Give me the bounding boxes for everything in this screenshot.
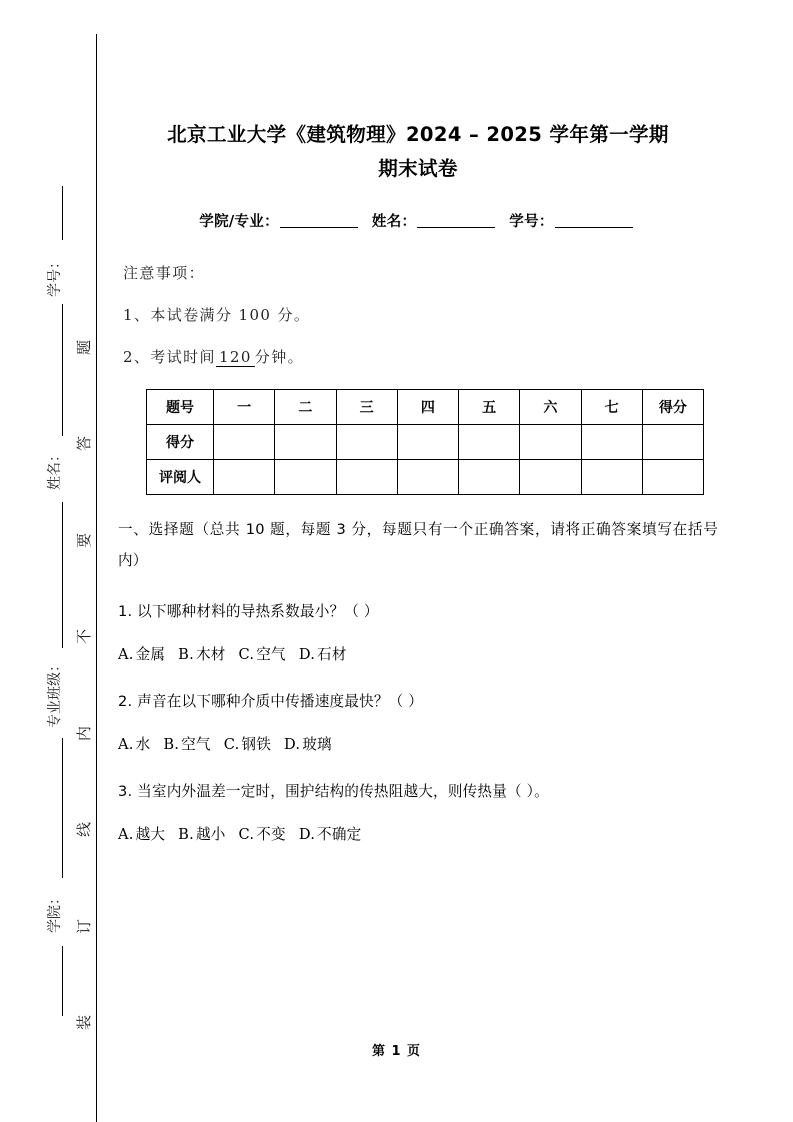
section-multiple-choice xyxy=(118,495,718,846)
info-blank-name[interactable] xyxy=(417,227,495,228)
binding-field-name[interactable] xyxy=(34,436,74,502)
question-options xyxy=(118,713,718,756)
marker-cell[interactable] xyxy=(520,460,581,495)
notes-section xyxy=(118,231,718,377)
score-cell[interactable] xyxy=(581,425,642,460)
marker-cell[interactable] xyxy=(214,460,275,495)
option-key: A. xyxy=(118,736,134,754)
notes-item-2-value: 120 xyxy=(216,348,255,367)
table-header-cell: 三 xyxy=(336,390,397,425)
seal-char: 订 xyxy=(75,918,94,934)
option-key: D. xyxy=(284,736,301,754)
table-header-cell: 得分 xyxy=(642,390,703,425)
table-header-cell: 七 xyxy=(581,390,642,425)
section-heading: 一、选择题（总共 10 题，每题 3 分，每题只有一个正确答案，请将正确答案填写在括号内） xyxy=(118,521,718,570)
option-a[interactable] xyxy=(118,736,150,753)
option-key: D. xyxy=(298,825,316,843)
info-label-name: 姓名： xyxy=(371,213,417,231)
binding-field-label: 专业班级： xyxy=(47,658,63,728)
question-stem: 2. 声音在以下哪种介质中传播速度最快？（ ） xyxy=(118,692,424,710)
student-info-line xyxy=(118,186,718,231)
option-text: 木材 xyxy=(195,646,226,664)
score-cell[interactable] xyxy=(520,425,581,460)
option-text: 金属 xyxy=(135,646,166,664)
info-blank-student-id[interactable] xyxy=(555,227,633,228)
table-row-header xyxy=(147,390,704,425)
score-cell[interactable] xyxy=(642,425,703,460)
option-c[interactable] xyxy=(239,646,286,663)
table-row-score xyxy=(147,425,704,460)
option-key: B. xyxy=(178,825,194,843)
page-footer: 第 1 页 xyxy=(371,1044,422,1059)
binding-field-label: 姓名： xyxy=(47,448,63,490)
binding-field-label: 学院： xyxy=(47,891,63,933)
seal-char: 线 xyxy=(75,822,94,838)
field-rule-segment xyxy=(62,502,63,648)
notes-item-2 xyxy=(118,335,718,377)
table-header-cell: 二 xyxy=(275,390,336,425)
question-item xyxy=(118,757,718,847)
field-rule-segment xyxy=(62,186,63,240)
option-text: 不确定 xyxy=(317,825,362,843)
notes-item-1: 1、本试卷满分 100 分。 xyxy=(123,306,311,325)
option-key: A. xyxy=(118,646,134,664)
marker-cell[interactable] xyxy=(581,460,642,495)
option-d[interactable] xyxy=(299,646,347,663)
marker-cell[interactable] xyxy=(397,460,458,495)
question-stem: 3. 当室内外温差一定时，围护结构的传热阻越大，则传热量（ ）。 xyxy=(118,782,549,800)
seal-char: 题 xyxy=(75,339,94,356)
option-text: 水 xyxy=(135,736,151,754)
option-text: 石材 xyxy=(317,646,347,664)
notes-item-2-prefix: 2、考试时间 xyxy=(123,348,216,367)
option-b[interactable] xyxy=(163,736,210,753)
table-header-cell: 五 xyxy=(459,390,520,425)
score-table-wrapper xyxy=(118,377,718,495)
option-c[interactable] xyxy=(224,736,271,753)
marker-cell[interactable] xyxy=(336,460,397,495)
table-header-cell: 题号 xyxy=(147,390,214,425)
option-text: 空气 xyxy=(181,736,211,754)
field-rule-segment xyxy=(62,946,63,1016)
seal-char: 装 xyxy=(75,1014,94,1030)
seal-char: 不 xyxy=(75,629,94,645)
score-cell[interactable] xyxy=(275,425,336,460)
option-b[interactable] xyxy=(178,646,225,663)
table-row-label-score: 得分 xyxy=(147,425,214,460)
option-key: C. xyxy=(223,736,240,754)
info-blank-college-major[interactable] xyxy=(280,227,358,228)
table-header-cell: 四 xyxy=(397,390,458,425)
marker-cell[interactable] xyxy=(459,460,520,495)
marker-cell[interactable] xyxy=(642,460,703,495)
option-key: D. xyxy=(298,646,316,664)
table-row-label-marker: 评阅人 xyxy=(147,460,214,495)
binding-field-class[interactable] xyxy=(34,648,74,738)
info-field-name xyxy=(372,213,499,230)
option-text: 越小 xyxy=(195,825,226,843)
option-text: 钢铁 xyxy=(241,736,272,754)
binding-fill-in-fields xyxy=(34,186,74,1016)
option-key: B. xyxy=(163,736,180,754)
option-d[interactable] xyxy=(284,736,332,753)
question-item xyxy=(118,667,718,757)
option-key: B. xyxy=(178,646,194,664)
binding-field-student-id[interactable] xyxy=(34,248,74,304)
score-table xyxy=(146,389,704,495)
notes-item-2-suffix: 分钟。 xyxy=(254,348,304,367)
info-label-student-id: 学号： xyxy=(509,213,554,231)
binding-margin xyxy=(0,0,100,1122)
option-d[interactable] xyxy=(299,826,362,843)
binding-field-label: 学号： xyxy=(47,255,63,297)
field-rule-segment xyxy=(62,304,63,436)
option-text: 越大 xyxy=(135,825,166,843)
question-options xyxy=(118,803,718,846)
score-cell[interactable] xyxy=(459,425,520,460)
option-key: C. xyxy=(238,646,255,664)
score-cell[interactable] xyxy=(214,425,275,460)
page-title-line-1: 北京工业大学《建筑物理》2024 – 2025 学年第一学期 xyxy=(167,123,669,146)
score-cell[interactable] xyxy=(397,425,458,460)
option-text: 玻璃 xyxy=(302,736,332,754)
option-a[interactable] xyxy=(118,646,165,663)
page-title xyxy=(118,0,718,186)
info-label-college-major: 学院/专业： xyxy=(199,213,279,231)
binding-field-college[interactable] xyxy=(34,878,74,946)
table-row-marker xyxy=(147,460,704,495)
score-cell[interactable] xyxy=(336,425,397,460)
table-header-cell: 六 xyxy=(520,390,581,425)
page-title-line-2: 期末试卷 xyxy=(378,157,458,181)
seal-char: 答 xyxy=(75,436,94,452)
option-text: 空气 xyxy=(256,646,286,664)
question-options xyxy=(118,623,718,666)
question-item xyxy=(118,577,718,667)
table-header-cell: 一 xyxy=(214,390,275,425)
info-field-college-major xyxy=(199,213,362,230)
notes-heading: 注意事项： xyxy=(123,264,206,283)
option-text: 不变 xyxy=(256,825,286,843)
seal-char: 要 xyxy=(75,532,94,548)
info-field-student-id xyxy=(509,213,636,230)
option-b[interactable] xyxy=(178,826,225,843)
marker-cell[interactable] xyxy=(275,460,336,495)
question-stem: 1. 以下哪种材料的导热系数最小？（ ） xyxy=(118,603,379,621)
seal-line-characters xyxy=(72,340,98,1030)
option-a[interactable] xyxy=(118,826,165,843)
option-c[interactable] xyxy=(239,826,286,843)
seal-char: 内 xyxy=(75,725,94,741)
option-key: C. xyxy=(238,825,255,843)
option-key: A. xyxy=(118,825,134,843)
exam-body xyxy=(118,0,718,1122)
field-rule-segment xyxy=(62,738,63,878)
